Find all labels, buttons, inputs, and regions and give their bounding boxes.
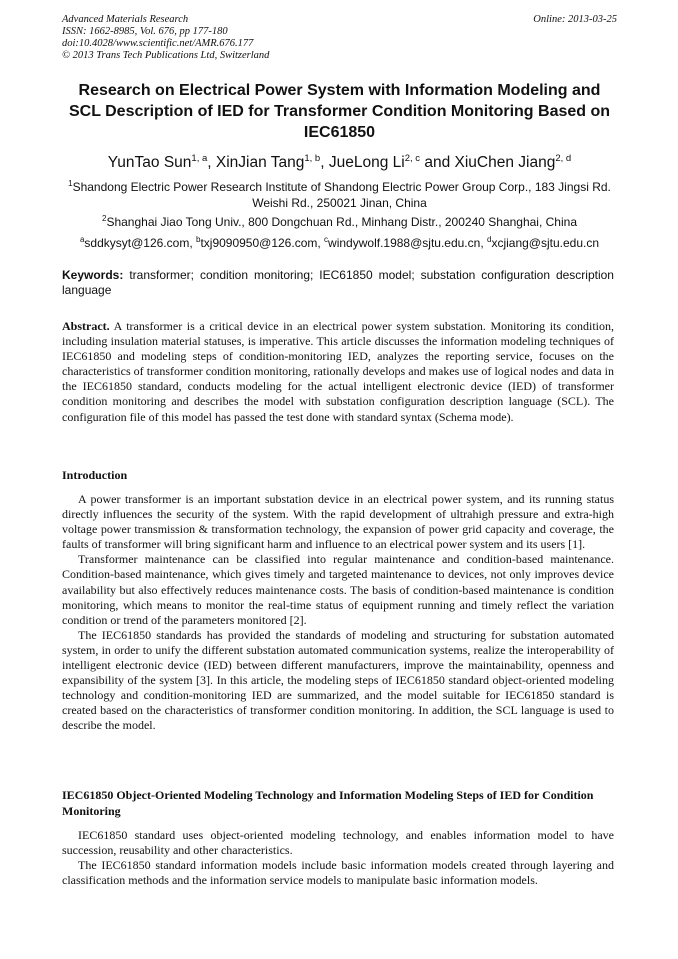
keywords [62, 268, 614, 298]
section-heading-modeling: IEC61850 Object-Oriented Modeling Technology and Information Modeling Steps of IED for Condition Monitoring [62, 788, 594, 818]
paragraph: Transformer maintenance can be classified into regular maintenance and condition-based maintenance. Condition-based maintenance, which gives timely and targeted maintenance to devices, not only improves device availability but also effectively reduces maintenance costs. The basis of condition-based maintenance is condition monitoring, which means to monitor the real-time status of equipment running and timely reflect the variation condition or trend of the parameters monitored [2]. [62, 552, 614, 627]
modeling-section-body [62, 828, 614, 888]
keywords-label: Keywords: [62, 268, 124, 282]
issn-line: ISSN: 1662-8985, Vol. 676, pp 177-180 [62, 26, 228, 37]
affiliation-sup: 1 [68, 179, 73, 188]
affiliation-text: Shandong Electric Power Research Institute of Shandong Electric Power Group Corp., 183 Jingsi Rd. Weishi Rd., 250021 Jinan, China [72, 180, 611, 210]
author-sup: 1, b [304, 153, 321, 164]
affiliation-text: Shanghai Jiao Tong Univ., 800 Dongchuan Rd., Minhang Distr., 200240 Shanghai, China [106, 215, 577, 229]
paragraph: The IEC61850 standards has provided the standards of modeling and structuring for substation automated system, in order to unify the different substation automated communication systems, realize the interoperability of intelligent electronic device (IED) between different manufacturers, improve the maintainability, openness and expansibility of the system [3]. In this article, the modeling steps of IEC61850 standard object-oriented modeling technology and condition-monitoring IED are summarized, and the model suitable for IEC61850 standard is created based on the characteristics of transformer condition monitoring. In addition, the SCL language is used to describe the model. [62, 627, 614, 733]
introduction-body [62, 492, 614, 734]
author-sup: 2, d [555, 153, 572, 164]
section-heading-introduction: Introduction [62, 468, 128, 482]
abstract [62, 319, 614, 425]
email-address[interactable]: txj9090950@126.com [200, 236, 318, 250]
paragraph: The IEC61850 standard information models include basic information models created through layering and classification methods and the information service models to manipulate basic information models. [62, 858, 614, 888]
email-address[interactable]: sddkysyt@126.com [84, 236, 190, 250]
affiliation-sup: 2 [102, 214, 107, 223]
paragraph: IEC61850 standard uses object-oriented modeling technology, and enables information model to have succession, reusability and other characteristics. [62, 828, 614, 858]
author-name: XiuChen Jiang [454, 154, 556, 172]
email-sup: b [195, 235, 201, 244]
author-name: XinJian Tang [215, 154, 305, 172]
affiliation-2 [62, 211, 617, 230]
author-name: JueLong Li [328, 154, 405, 172]
abstract-label: Abstract. [62, 319, 110, 333]
paragraph: A power transformer is an important substation device in an electrical power system, and its running status directly influences the security of the system. With the rapid development of ultrahigh pressure and extra-high voltage power transmission & transformation technology, the expansion of power grid capacity and coverage, the faults of transformer will bring significant harm and influence to an electrical power system and its users [1]. [62, 492, 614, 552]
email-address[interactable]: windywolf.1988@sjtu.edu.cn [328, 236, 481, 250]
affiliation-1 [62, 176, 617, 211]
paper-title: Research on Electrical Power System with Information Modeling and SCL Description of IED for Transformer Condition Monitoring Based on IEC61850 [68, 82, 611, 141]
author-list: YunTao Sun$^{1, a}$, XinJian Tang$^{1, b}$, JueLong Li$^{2, c}$ and XiuChen Jiang$^{2, d}$ [107, 153, 572, 172]
online-date: Online: 2013-03-25 [533, 14, 617, 25]
author-sup: 1, a [191, 153, 208, 164]
journal-name: Advanced Materials Research [62, 14, 189, 25]
author-name: YunTao Sun [107, 154, 192, 172]
abstract-text: A transformer is a critical device in an electrical power system substation. Monitoring its condition, including insulation material statuses, is imperative. This article discusses the information modeling techniques of IEC61850 and modeling steps of condition-monitoring IED, analyzes the reporting service, focuses on the characteristics of transformer condition monitoring, rationally develops and makes use of logical nodes and data in the IEC61850 standard, conducts modeling for the actual intelligent electronic device (IED) of transformer condition monitoring and describes the model with substation configuration description language (SCL). The configuration file of this model has passed the test done with standard syntax (Schema mode). [62, 319, 614, 424]
email-sup: d [487, 235, 492, 244]
email-sup: c [324, 235, 329, 244]
email-sup: a [79, 235, 85, 244]
copyright-line: © 2013 Trans Tech Publications Ltd, Switzerland [62, 50, 270, 61]
doi-line: doi:10.4028/www.scientific.net/AMR.676.177 [62, 38, 254, 49]
email-address[interactable]: xcjiang@sjtu.edu.cn [491, 236, 600, 250]
email-list: $^a$sddkysyt@126.com, $^b$txj9090950@126.com, $^c$windywolf.1988@sjtu.edu.cn, $^d$xcjiang@sjtu.edu.cn [79, 235, 600, 250]
author-sup: 2, c [404, 153, 421, 164]
keywords-text: transformer; condition monitoring; IEC61850 model; substation configuration description language [62, 268, 614, 297]
journal-header [62, 14, 617, 62]
